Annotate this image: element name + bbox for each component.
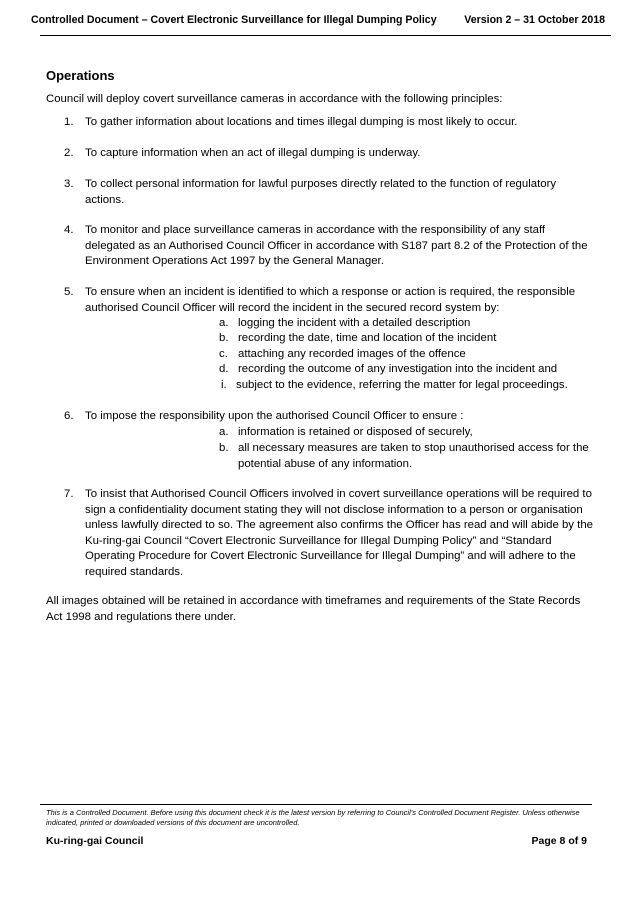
sub-item-letter: b. — [219, 332, 229, 344]
sub-item-letter: c. — [219, 348, 228, 360]
section-heading: Operations — [46, 68, 115, 83]
sub-item-letter: b. — [219, 442, 229, 454]
list-item-number: 3. — [64, 178, 74, 190]
list-item-text: To monitor and place surveillance cameras in accordance with the responsibility of any staff delegated as an Authorised Council Officer in accordance with S187 part 8.2 of the Protection of the Environment Operations Act 1997 by the General Manager. — [85, 224, 588, 267]
sub-item-letter: a. — [219, 317, 229, 329]
sub-item-text: recording the outcome of any investigation into the incident and — [238, 363, 558, 375]
section-intro: Council will deploy covert surveillance cameras in accordance with the following principles: — [46, 93, 503, 105]
header-divider — [40, 35, 611, 36]
closing-paragraph: All images obtained will be retained in accordance with timeframes and requirements of the State Records Act 1998 and regulations there under. — [46, 595, 581, 623]
list-item-text: To impose the responsibility upon the authorised Council Officer to ensure : — [85, 410, 464, 422]
list-item-text: To ensure when an incident is identified to which a response or action is required, the responsible authorised Council Officer will record the incident in the secured record system by: — [85, 286, 576, 314]
list-item-number: 5. — [64, 286, 74, 298]
sub-item-letter: i. — [221, 379, 227, 391]
header-version: Version 2 – 31 October 2018 — [464, 14, 605, 26]
footer-organisation: Ku-ring-gai Council — [46, 835, 144, 847]
sub-item-text: attaching any recorded images of the offence — [238, 348, 466, 360]
sub-item-text: information is retained or disposed of securely, — [238, 426, 473, 438]
header-title: Controlled Document – Covert Electronic Surveillance for Illegal Dumping Policy — [31, 14, 437, 26]
list-item-text: To gather information about locations and times illegal dumping is most likely to occur. — [85, 116, 518, 128]
page-number: Page 8 of 9 — [531, 835, 587, 847]
list-item-number: 7. — [64, 488, 74, 500]
list-item-number: 4. — [64, 224, 74, 236]
footer-disclaimer: This is a Controlled Document. Before using this document check it is the latest version by referring to Council’s Controlled Document Register. Unless otherwise indicated, printed or downloaded versions of this document are uncontrolled. — [46, 808, 580, 827]
sub-item-text: logging the incident with a detailed description — [238, 317, 471, 329]
sub-item-text: all necessary measures are taken to stop unauthorised access for the potential abuse of any information. — [238, 442, 589, 470]
sub-item-letter: d. — [219, 363, 229, 375]
list-item-text: To collect personal information for lawful purposes directly related to the function of regulatory actions. — [85, 178, 557, 206]
document-header — [31, 14, 605, 26]
list-item-text: To capture information when an act of illegal dumping is underway. — [85, 147, 421, 159]
sub-item-text: subject to the evidence, referring the matter for legal proceedings. — [236, 379, 568, 391]
sub-item-text: recording the date, time and location of the incident — [238, 332, 497, 344]
footer-divider — [40, 804, 592, 805]
sub-item-letter: a. — [219, 426, 229, 438]
list-item-number: 6. — [64, 410, 74, 422]
list-item-number: 1. — [64, 116, 74, 128]
list-item-number: 2. — [64, 147, 74, 159]
list-item-text: To insist that Authorised Council Officers involved in covert surveillance operations will be required to sign a confidentiality document stating they will not disclose information to a person or organisation unless lawfully directed to so. The agreement also confirms the Officer has read and will abide by the Ku-ring-gai Council “Covert Electronic Surveillance for Illegal Dumping Policy” and “Standard Operating Procedure for Covert Electronic Surveillance for Illegal Dumping” and will adhere to the required standards. — [85, 488, 593, 578]
